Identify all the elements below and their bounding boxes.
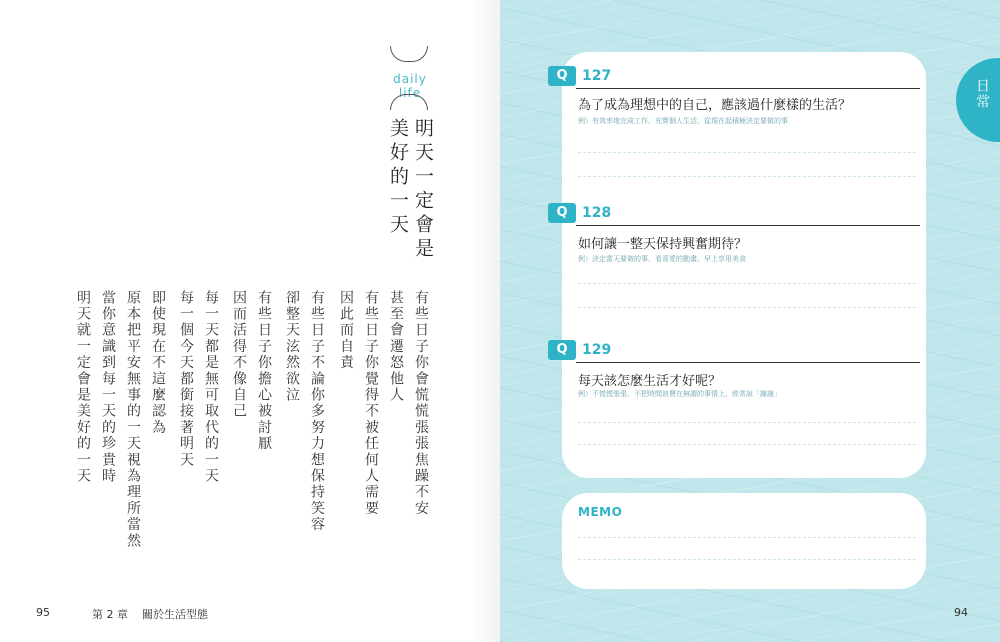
gutter-shadow: [470, 0, 500, 642]
question-example: 例）決定當天要做的事、看喜愛的動畫、早上享用美食: [578, 255, 746, 263]
divider: [576, 88, 920, 89]
poem-line: 有些日子不論你多努力想保持笑容: [309, 290, 325, 533]
answer-line[interactable]: [578, 283, 916, 284]
poem-line: 每一天都是無可取代的一天: [203, 290, 219, 485]
decorative-arc-top: [390, 46, 428, 62]
poem-line: 即使現在不這麼認為: [150, 290, 166, 436]
poem-line: 每一個今天都銜接著明天: [178, 290, 194, 469]
question-number: 128: [582, 205, 612, 221]
poem-line: 當你意識到每一天的珍貴時: [100, 290, 116, 485]
poem-line: 原本把平安無事的一天視為理所當然: [125, 290, 141, 550]
page-number-right: 94: [954, 606, 968, 619]
divider: [576, 225, 920, 226]
poem-line: 明天就一定會是美好的一天: [75, 290, 91, 485]
question-text: 為了成為理想中的自己，應該過什麼樣的生活？: [578, 98, 852, 113]
questions-card: [556, 52, 926, 478]
answer-line[interactable]: [578, 152, 916, 153]
poem-line: 卻整天泫然欲泣: [284, 290, 300, 404]
chapter-tab-label: 日常: [974, 78, 990, 110]
question-text: 如何讓一整天保持興奮期待？: [578, 237, 748, 252]
poem-line: 因此而自責: [338, 290, 354, 371]
poem-line: 有些日子你會慌慌張張焦躁不安: [413, 290, 429, 517]
chapter-title: 關於生活型態: [142, 608, 208, 621]
memo-line[interactable]: [578, 537, 916, 538]
answer-line[interactable]: [578, 307, 916, 308]
poem-line: 甚至會遷怒他人: [388, 290, 404, 404]
q-badge-icon: Q: [548, 66, 576, 86]
chapter-label: 第 2 章: [92, 608, 128, 621]
memo-line[interactable]: [578, 559, 916, 560]
question-number: 129: [582, 342, 612, 358]
page-number-left: 95: [36, 606, 50, 619]
poem-title-line-2: 美好的一天: [387, 118, 409, 238]
question-text: 每天該怎麼生活才好呢？: [578, 374, 722, 389]
answer-line[interactable]: [578, 422, 916, 423]
q-badge-icon: Q: [548, 203, 576, 223]
memo-title: MEMO: [578, 505, 623, 519]
poem-line: 因而活得不像自己: [231, 290, 247, 420]
divider: [576, 362, 920, 363]
poem-line: 有些日子你擔心被討厭: [256, 290, 272, 452]
poem-line: 有些日子你覺得不被任何人需要: [363, 290, 379, 517]
answer-line[interactable]: [578, 444, 916, 445]
answer-line[interactable]: [578, 176, 916, 177]
right-page: [500, 0, 1000, 642]
poem-title-line-1: 明天一定會是: [412, 118, 434, 262]
memo-card: [562, 493, 926, 589]
question-number: 127: [582, 68, 612, 84]
question-example: 例）有效率地完成工作、充實個人生活、從現在起積極決定要做的事: [578, 117, 788, 125]
question-example: 例）不慌慌張張、不把時間浪費在無謂的事情上、經常說「謝謝」: [578, 390, 781, 398]
q-badge-icon: Q: [548, 340, 576, 360]
section-label: daily life: [393, 72, 427, 100]
